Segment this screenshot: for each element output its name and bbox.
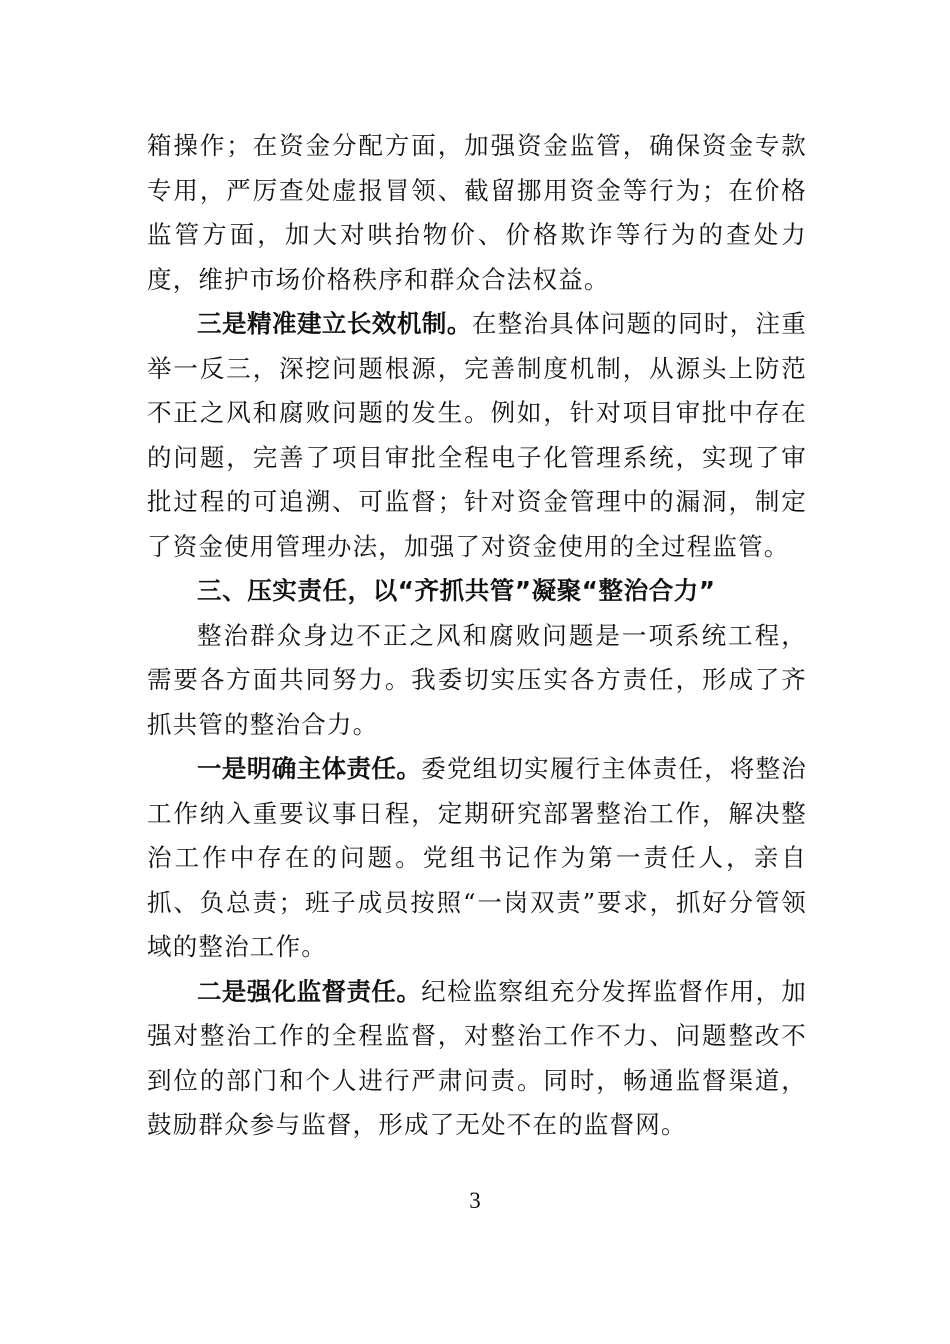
document-body (147, 124, 807, 1148)
section-heading: 三、压实责任，以“齐抓共管”凝聚“整治合力” (197, 576, 716, 605)
section-intro (147, 614, 807, 748)
paragraph-lead: 二是强化监督责任。 (197, 976, 422, 1006)
paragraph-text: 纪检监察组充分发挥监督作用，加强对整治工作的全程监督，对整治工作不力、问题整改不到位的部门和个人进行严肃问责。同时，畅通监督渠道，鼓励群众参与监督，形成了无处不在的监督网。 (147, 976, 808, 1139)
page-number: 3 (469, 1188, 481, 1213)
paragraph-continued (147, 124, 807, 302)
paragraph-text: 整治群众身边不正之风和腐败问题是一项系统工程，需要各方面共同努力。我委切实压实各方责任，形成了齐抓共管的整治合力。 (147, 620, 807, 739)
paragraph-long-term-mechanism (147, 302, 807, 569)
paragraph-text: 箱操作；在资金分配方面，加强资金监管，确保资金专款专用，严厉查处虚报冒领、截留挪用资金等行为；在价格监管方面，加大对哄抬物价、价格欺诈等行为的查处力度，维护市场价格秩序和群众合法权益。 (147, 131, 807, 294)
paragraph-supervision-responsibility (147, 970, 807, 1148)
paragraph-lead: 三是精准建立长效机制。 (197, 309, 472, 338)
paragraph-text: 委党组切实履行主体责任，将整治工作纳入重要议事日程，定期研究部署整治工作，解决整治工作中存在的问题。党组书记作为第一责任人，亲自抓、负总责；班子成员按照“一岗双责”要求，抓好分管领域的整治工作。 (147, 754, 808, 961)
paragraph-lead: 一是明确主体责任。 (197, 754, 422, 783)
paragraph-main-responsibility (147, 747, 807, 970)
paragraph-text: 在整治具体问题的同时，注重举一反三，深挖问题根源，完善制度机制，从源头上防范不正之风和腐败问题的发生。例如，针对项目审批中存在的问题，完善了项目审批全程电子化管理系统，实现了审批过程的可追溯、可监督；针对资金管理中的漏洞，制定了资金使用管理办法，加强了对资金使用的全过程监管。 (147, 309, 807, 561)
